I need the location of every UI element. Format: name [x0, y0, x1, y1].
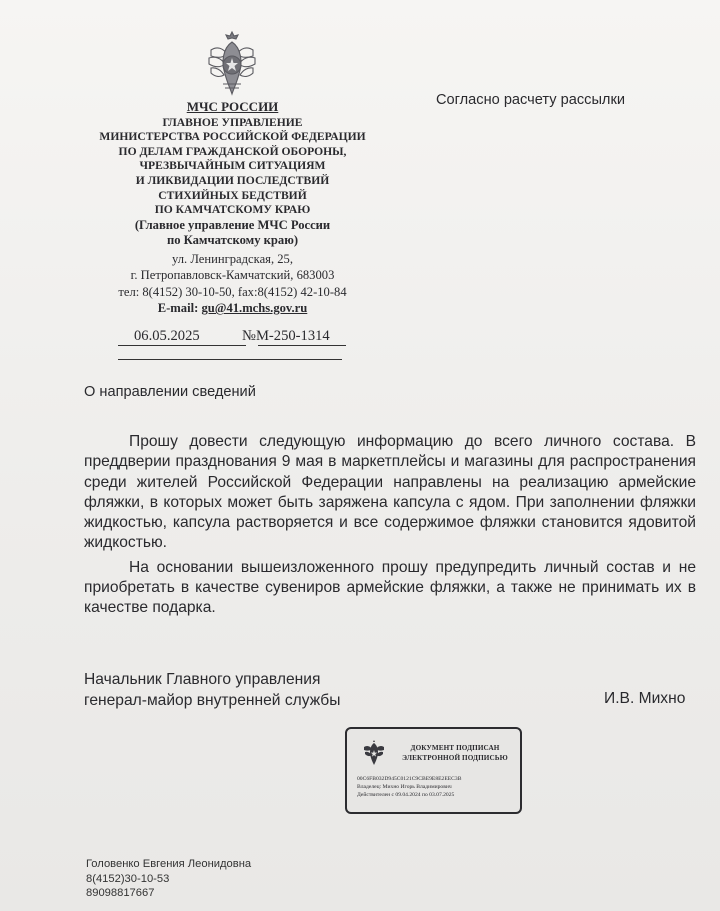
emercom-seal-icon: [362, 738, 386, 766]
letterhead-line: МИНИСТЕРСТВА РОССИЙСКОЙ ФЕДЕРАЦИИ: [99, 130, 366, 144]
short-name-line: по Камчатскому краю): [166, 233, 299, 248]
address-city: г. Петропавловск-Камчатский, 683003: [130, 268, 335, 283]
emercom-emblem-icon: [203, 28, 261, 98]
subject: О направлении сведений: [84, 384, 256, 400]
body-paragraph: Прошу довести следующую информацию до всего личного состава. В преддверии празднования 9 мая в маркетплейсы и магазины для распространения среди жителей Российской Федерации направлены на реализацию армейские фляжки, в которых может быть заряжена капсула с ядом. При заполнении фляжки жидкостью, капсула растворяется и все содержимое фляжки становится ядовитой жидкостью.: [84, 433, 696, 552]
letterhead-line: ЧРЕЗВЫЧАЙНЫМ СИТУАЦИЯМ: [139, 159, 326, 173]
certificate-number: 00C6FB032D945C0121C9CBE9E8E2EEC3B: [357, 776, 462, 782]
registration-line: [110, 328, 350, 346]
registration-number: [242, 328, 330, 345]
letterhead-line: ПО КАМЧАТСКОМУ КРАЮ: [154, 203, 311, 217]
executor-block: [86, 857, 251, 901]
position-line: генерал-майор внутренней службы: [84, 692, 341, 709]
address-street: ул. Ленинградская, 25,: [172, 252, 293, 266]
letterhead-line: ГЛАВНОЕ УПРАВЛЕНИЕ: [162, 115, 303, 129]
stamp-title-line: ЭЛЕКТРОННОЙ ПОДПИСЬЮ: [402, 754, 508, 762]
number-sign: №: [242, 328, 256, 344]
signatory-position: [84, 669, 340, 711]
signer-name: И.В. Михно: [604, 690, 686, 707]
stamp-title-line: ДОКУМЕНТ ПОДПИСАН: [410, 744, 500, 752]
recipient: Согласно расчету рассылки: [436, 92, 625, 108]
short-name-line: (Главное управление МЧС России: [134, 217, 331, 232]
email-label: E-mail:: [157, 301, 202, 316]
executor-name: Головенко Евгения Леонидовна: [86, 858, 252, 870]
letterhead-line: СТИХИЙНЫХ БЕДСТВИЙ: [158, 188, 307, 202]
letter-body: [84, 432, 696, 623]
body-paragraph: На основании вышеизложенного прошу предупредить личный состав и не приобретать в качестве сувениров армейские фляжки, а также не принимать их в качестве подарка.: [84, 558, 696, 617]
address-email: [90, 300, 375, 316]
certificate-owner: Владелец: Михно Игорь Владимирович: [357, 784, 452, 790]
e-signature-stamp: [345, 727, 522, 814]
letterhead-line: И ЛИКВИДАЦИИ ПОСЛЕДСТВИЙ: [135, 173, 330, 187]
address-block: [90, 251, 375, 317]
executor-phone: 89098817667: [86, 887, 155, 900]
date-underline: [118, 345, 246, 346]
certificate-validity: Действителен с 09.04.2024 по 03.07.2025: [357, 792, 455, 798]
agency-name: МЧС РОССИИ: [186, 99, 279, 114]
email-link[interactable]: gu@41.mchs.gov.ru: [201, 301, 308, 316]
executor-phone: 8(4152)30-10-53: [86, 872, 170, 885]
stamp-title: [391, 743, 519, 763]
position-line: Начальник Главного управления: [84, 671, 321, 688]
reference-underline: [118, 359, 342, 360]
address-phones: тел: 8(4152) 30-10-50, fax:8(4152) 42-10-84: [118, 284, 347, 299]
number-value: М-250-1314: [255, 328, 330, 344]
number-underline: [258, 345, 346, 346]
letterhead: [90, 100, 375, 249]
registration-date: 06.05.2025: [134, 328, 200, 344]
letterhead-line: ПО ДЕЛАМ ГРАЖДАНСКОЙ ОБОРОНЫ,: [118, 144, 347, 158]
